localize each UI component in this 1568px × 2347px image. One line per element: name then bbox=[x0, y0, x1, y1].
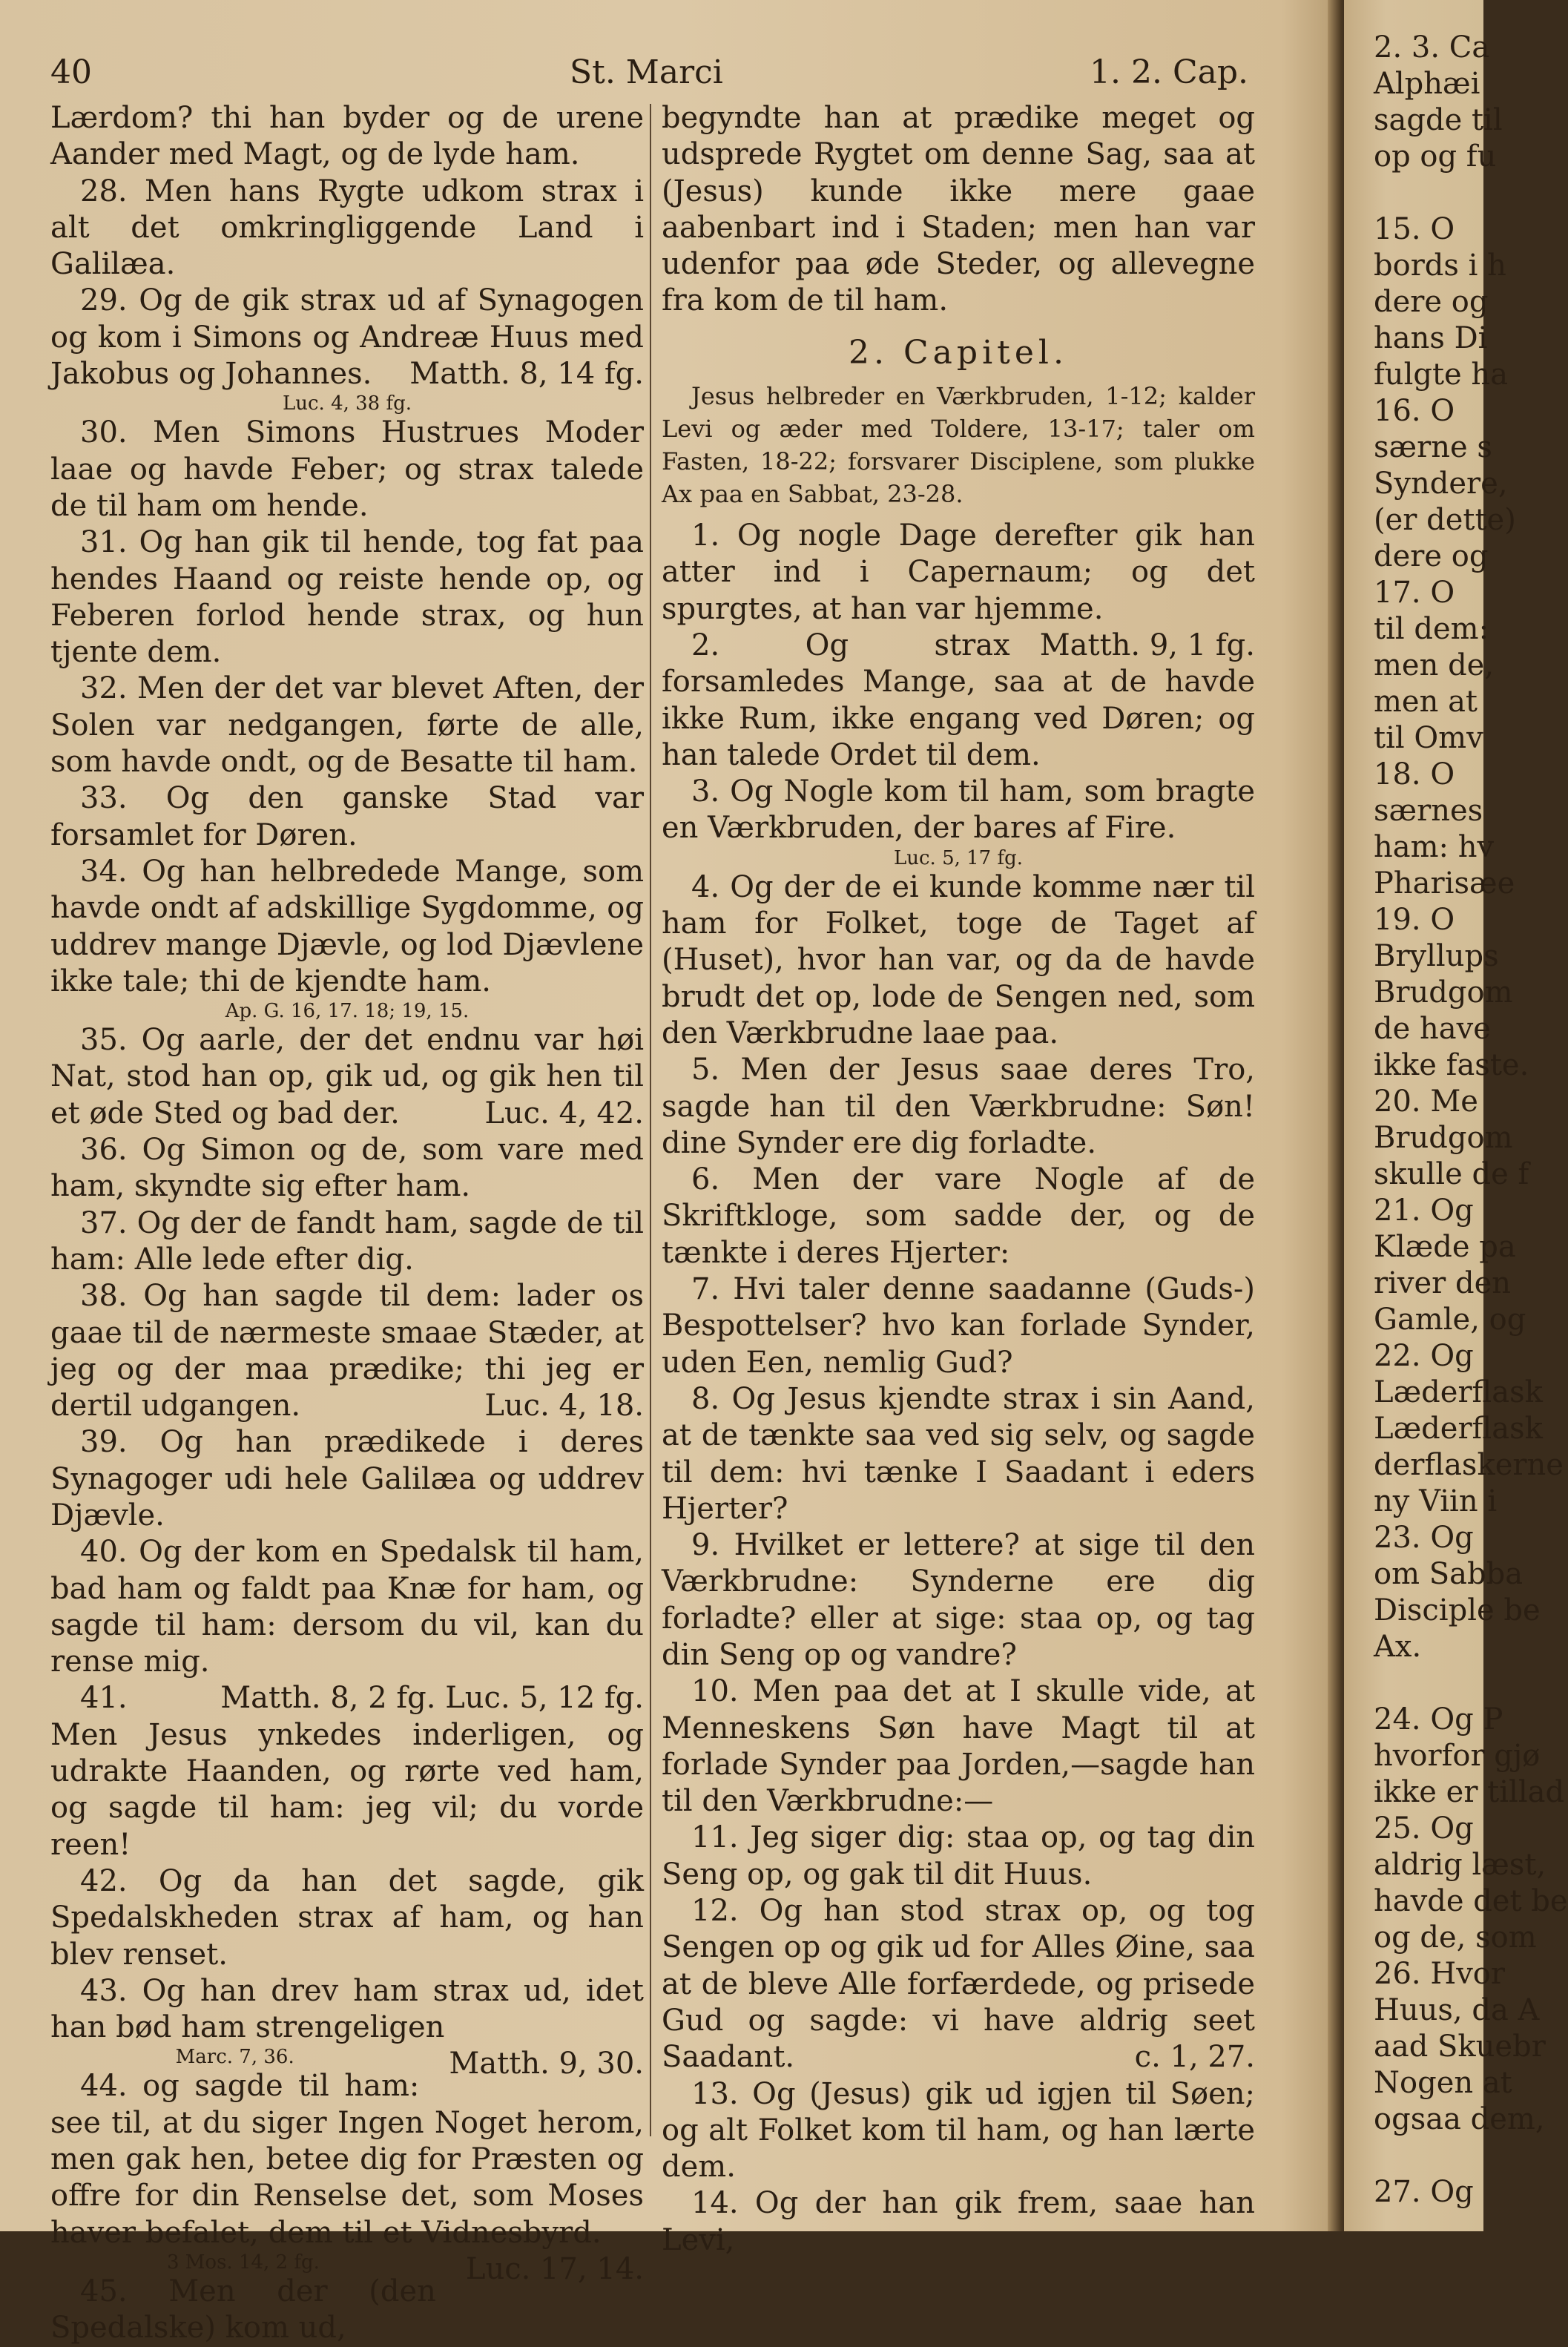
facing-page-line: Læderflask bbox=[1374, 1375, 1543, 1409]
verse-text: 38. Og han sagde til dem: lader os gaae til de nærmeste smaae Stæder, at jeg og der maa prædike; thi jeg er dertil udgangen. bbox=[50, 1279, 644, 1423]
facing-page-line: 18. O bbox=[1374, 757, 1455, 791]
facing-page-line: men de, bbox=[1374, 648, 1495, 682]
facing-page-line: særne s bbox=[1374, 430, 1492, 464]
column-opening: Lærdom? thi han byder og de urene Aander med Magt, og de lyde ham. bbox=[50, 101, 644, 172]
facing-page-line: 20. Me bbox=[1374, 1084, 1478, 1119]
verse-text: 7. Hvi taler denne saadanne (Guds-) Bespottelser? hvo kan forlade Synder, uden Een, nemlig Gud? bbox=[662, 1272, 1255, 1380]
facing-page-line: derflaskerne bbox=[1374, 1448, 1564, 1482]
verse-text: 40. Og der kom en Spedalsk til ham, bad ham og faldt paa Knæ for ham, og sagde til ham: dersom du vil, kan du rense mig. bbox=[50, 1535, 644, 1679]
column-opening: begyndte han at prædike meget og udsprede Rygtet om denne Sag, saa at (Jesus) kunde ikke mere gaae aabenbart ind i Staden; men han var udenfor paa øde Steder, og allevegne fra kom de til ham. bbox=[662, 101, 1255, 318]
facing-page-line: (er dette) bbox=[1374, 503, 1516, 537]
facing-page-line: 23. Og bbox=[1374, 1521, 1474, 1555]
verse bbox=[662, 869, 1255, 1052]
left-text-column bbox=[50, 100, 644, 2347]
facing-page-line: sagde til bbox=[1374, 103, 1503, 137]
verse bbox=[50, 780, 644, 854]
verse-text: 32. Men der det var blevet Aften, der Solen var nedgangen, førte de alle, som havde ondt, og de Besatte til ham. bbox=[50, 671, 644, 780]
verse-text: 33. Og den ganske Stad var forsamlet for Døren. bbox=[50, 781, 644, 852]
verse bbox=[50, 854, 644, 1000]
verse bbox=[662, 1527, 1255, 1673]
verse-text: 37. Og der de fandt ham, sagde de til ham: Alle lede efter dig. bbox=[50, 1205, 644, 1277]
facing-page-line: Nogen at bbox=[1374, 2066, 1512, 2100]
facing-page-line: ham: hv bbox=[1374, 830, 1495, 864]
verse-text: 2. Og strax forsamledes Mange, saa at de havde ikke Rum, ikke engang ved Døren; og han talede Ordet til dem. bbox=[662, 628, 1255, 772]
facing-page-line: 15. O bbox=[1374, 212, 1455, 246]
chapter-summary: Jesus helbreder en Værkbruden, 1-12; kalder Levi og æder med Toldere, 13-17; taler om Fasten, 18-22; forsvarer Disciplene, som plukke Ax paa en Sabbat, 23-28. bbox=[662, 382, 1255, 509]
facing-page-line: river den bbox=[1374, 1266, 1512, 1300]
verse-text: 34. Og han helbredede Mange, som havde ondt af adskillige Sygdomme, og uddrev mange Djævle, og lod Djævlene ikke tale; thi de kjendte ham. bbox=[50, 854, 644, 998]
verse bbox=[50, 1424, 644, 1534]
verse-text: 39. Og han prædikede i deres Synagoger udi hele Galilæa og uddrev Djævle. bbox=[50, 1425, 644, 1533]
verse bbox=[662, 2076, 1255, 2186]
facing-page-line: Brudgom bbox=[1374, 975, 1513, 1010]
facing-page-line: dere og bbox=[1374, 285, 1489, 319]
facing-page-line: bords i h bbox=[1374, 248, 1506, 283]
facing-page-line: 17. O bbox=[1374, 576, 1455, 610]
verse-text: 29. Og de gik strax ud af Synagogen og kom i Simons og Andreæ Huus med Jakobus og Johannes. bbox=[50, 283, 644, 392]
verse bbox=[662, 1271, 1255, 1381]
facing-page-line: Alphæi bbox=[1374, 67, 1480, 101]
verse-text: 44. og sagde til ham: see til, at du siger Ingen Noget herom, men gak hen, betee dig for Præsten og offre for din Renselse det, som Moses haver befalet, dem til et Vidnesbyrd. bbox=[50, 2069, 644, 2250]
verse bbox=[50, 1022, 644, 1132]
facing-page-line: Gamle, og bbox=[1374, 1303, 1526, 1337]
verse bbox=[662, 1162, 1255, 1271]
verse-text: 3. Og Nogle kom til ham, som bragte en Værkbruden, der bares af Fire. bbox=[662, 774, 1255, 846]
verse-text: 30. Men Simons Hustrues Moder laae og havde Feber; og strax talede de til ham om hende. bbox=[50, 415, 644, 523]
verse bbox=[50, 524, 644, 671]
verse-text: 31. Og han gik til hende, tog fat paa hendes Haand og reiste hende op, og Feberen forlod hende strax, og hun tjente dem. bbox=[50, 525, 644, 670]
facing-page-line: 22. Og bbox=[1374, 1339, 1474, 1373]
right-text-column bbox=[662, 100, 1255, 2259]
cross-reference: Matth. 9, 30. bbox=[449, 2047, 644, 2081]
verse-text: 45. Men der (den Spedalske) kom ud, bbox=[50, 2274, 436, 2346]
verse bbox=[662, 1673, 1255, 1820]
verse-text: 41. Men Jesus ynkedes inderligen, og udrakte Haanden, og rørte ved ham, og sagde til ham: jeg vil; du vorde reen! bbox=[50, 1681, 644, 1862]
facing-page-line: særnes bbox=[1374, 794, 1483, 828]
facing-page-line: men at bbox=[1374, 685, 1478, 719]
facing-page-line: ogsaa dem, bbox=[1374, 2102, 1545, 2136]
verse-text: 10. Men paa det at I skulle vide, at Menneskens Søn have Magt til at forlade Synder paa Jorden,—sagde han til den Værkbrudne:— bbox=[662, 1674, 1255, 1819]
facing-page-line: ikke er tillad bbox=[1374, 1775, 1565, 1809]
facing-page-edge bbox=[1344, 0, 1568, 2231]
cross-reference-note: Luc. 4, 38 fg. bbox=[282, 392, 412, 415]
verse bbox=[50, 1863, 644, 1973]
verse-text: 12. Og han stod strax op, og tog Sengen op og gik ud for Alles Øine, saa at de bleve Alle forfærdede, og prisede Gud og sagde: vi have aldrig seet Saadant. bbox=[662, 1894, 1255, 2075]
facing-page-line: 24. Og P bbox=[1374, 1702, 1503, 1737]
facing-page-line: Pharisæe bbox=[1374, 866, 1515, 901]
page-title: St. Marci bbox=[570, 53, 723, 91]
facing-page-line: Brudgom bbox=[1374, 1121, 1513, 1155]
verse-text: 28. Men hans Rygte udkom strax i alt det omkringliggende Land i Galilæa. bbox=[50, 174, 644, 282]
verse bbox=[50, 1205, 644, 1279]
verse-text: 6. Men der vare Nogle af de Skriftkloge, som sadde der, og de tænkte i deres Hjerter: bbox=[662, 1162, 1255, 1270]
facing-page-line: 25. Og bbox=[1374, 1811, 1474, 1846]
verse bbox=[50, 415, 644, 524]
verse bbox=[50, 1132, 644, 1205]
cross-reference-note: 3 Mos. 14, 2 fg. bbox=[166, 2251, 320, 2274]
verse bbox=[662, 1381, 1255, 1527]
column-divider bbox=[650, 104, 651, 2136]
facing-page-line: aad Skuebr bbox=[1374, 2030, 1546, 2064]
cross-reference: Matth. 8, 2 fg. Luc. 5, 12 fg. bbox=[220, 1681, 644, 1716]
running-header bbox=[50, 53, 1248, 98]
facing-page-line: Klæde pa bbox=[1374, 1230, 1516, 1264]
facing-page-line: aldrig læst, bbox=[1374, 1848, 1546, 1882]
verse-text: 35. Og aarle, der det endnu var høi Nat, stod han op, gik ud, og gik hen til et øde Sted og bad der. bbox=[50, 1023, 644, 1130]
facing-page-line: 19. O bbox=[1374, 903, 1455, 937]
facing-page-line: om Sabba bbox=[1374, 1557, 1523, 1591]
verse-text: 11. Jeg siger dig: staa op, og tag din Seng op, og gak til dit Huus. bbox=[662, 1820, 1255, 1892]
chapter-heading: 2. Capitel. bbox=[849, 333, 1068, 372]
facing-page-line: 2. 3. Ca bbox=[1374, 30, 1490, 65]
verse-text: 36. Og Simon og de, som vare med ham, skyndte sig efter ham. bbox=[50, 1133, 644, 1204]
facing-page-line bbox=[1374, 2138, 1507, 2174]
verse-text: 4. Og der de ei kunde komme nær til ham for Folket, toge de Taget af (Huset), hvor han var, og da de havde brudt det op, lode de Sengen ned, som den Værkbrudne laae paa. bbox=[662, 869, 1255, 1050]
facing-page-line: ny Viin i bbox=[1374, 1484, 1498, 1518]
cross-reference: c. 1, 27. bbox=[1134, 2040, 1255, 2075]
facing-page-line: fulgte ha bbox=[1374, 358, 1509, 392]
facing-page-line: Bryllups bbox=[1374, 939, 1499, 973]
verse-text: 9. Hvilket er lettere? at sige til den Værkbrudne: Synderne ere dig forladte? eller at sige: staa op, og tag din Seng op og vandre? bbox=[662, 1528, 1255, 1672]
cross-reference-note: Luc. 5, 17 fg. bbox=[893, 846, 1024, 869]
cross-reference: Matth. 9, 1 fg. bbox=[1039, 628, 1255, 662]
facing-page-line: skulle de f bbox=[1374, 1157, 1529, 1191]
facing-page-line: 16. O bbox=[1374, 394, 1455, 428]
verse bbox=[662, 1893, 1255, 2076]
facing-page-line: 27. Og bbox=[1374, 2175, 1474, 2209]
facing-page-line: havde det be bbox=[1374, 1884, 1568, 1918]
verse bbox=[662, 2185, 1255, 2259]
verse-text: 14. Og der han gik frem, saae han Levi, bbox=[662, 2186, 1255, 2257]
facing-page-line: Syndere, bbox=[1374, 467, 1508, 501]
cross-reference: Luc. 4, 18. bbox=[484, 1389, 644, 1423]
facing-page-line: hans Di bbox=[1374, 321, 1488, 355]
page-number: 40 bbox=[50, 53, 92, 91]
facing-page-line: 21. Og bbox=[1374, 1194, 1474, 1228]
verse bbox=[50, 283, 644, 392]
facing-page-line: hvorfor gjø bbox=[1374, 1739, 1541, 1773]
facing-page-line bbox=[1374, 1665, 1507, 1702]
facing-page-line: op og fu bbox=[1374, 139, 1497, 174]
cross-reference-note: Ap. G. 16, 17. 18; 19, 15. bbox=[225, 1000, 470, 1023]
verse bbox=[662, 1820, 1255, 1893]
facing-page-fragments bbox=[1374, 30, 1568, 2211]
facing-page-line: dere og bbox=[1374, 539, 1489, 573]
cross-reference-note: Marc. 7, 36. bbox=[175, 2046, 294, 2069]
verse-text: 8. Og Jesus kjendte strax i sin Aand, at de tænkte saa ved sig selv, og sagde til dem: hvi tænke I Saadant i eders Hjerter? bbox=[662, 1381, 1255, 1526]
verse bbox=[50, 1278, 644, 1424]
facing-page-line: Disciple be bbox=[1374, 1593, 1541, 1627]
verse bbox=[662, 518, 1255, 662]
facing-page-line: til dem: bbox=[1374, 612, 1489, 646]
facing-page-line: Ax. bbox=[1374, 1630, 1422, 1664]
facing-page-line: og de, som bbox=[1374, 1920, 1537, 1955]
verse bbox=[50, 671, 644, 780]
verse-text: 5. Men der Jesus saae deres Tro, sagde han til den Værkbrudne: Søn! dine Synder ere dig forladte. bbox=[662, 1053, 1255, 1160]
facing-page-line: til Omv bbox=[1374, 721, 1483, 755]
verse-text: 42. Og da han det sagde, gik Spedalskheden strax af ham, og han blev renset. bbox=[50, 1863, 644, 1972]
cross-reference: Matth. 8, 14 fg. bbox=[409, 357, 644, 392]
cross-reference: Luc. 17, 14. bbox=[465, 2251, 644, 2286]
facing-page-line bbox=[1374, 175, 1507, 211]
facing-page-line: Huus, da A bbox=[1374, 1993, 1540, 2027]
verse bbox=[50, 174, 644, 283]
verse bbox=[662, 774, 1255, 847]
verse-text: 13. Og (Jesus) gik ud igjen til Søen; og alt Folket kom til ham, og han lærte dem. bbox=[662, 2076, 1255, 2185]
facing-page-line: Læderflask bbox=[1374, 1412, 1543, 1446]
verse-text: 1. Og nogle Dage derefter gik han atter ind i Capernaum; og det spurgtes, at han var hjemme. bbox=[662, 519, 1255, 626]
cross-reference: Luc. 4, 42. bbox=[484, 1096, 644, 1130]
verse-text: 43. Og han drev ham strax ud, idet han bød ham strengeligen bbox=[50, 1973, 644, 2045]
facing-page-line: de have bbox=[1374, 1012, 1491, 1046]
facing-page-line: 26. Hvor bbox=[1374, 1957, 1506, 1991]
facing-page-line: ikke faste. bbox=[1374, 1048, 1529, 1082]
verse bbox=[50, 1534, 644, 1716]
verse bbox=[662, 1052, 1255, 1162]
chapter-range: 1. 2. Cap. bbox=[1090, 53, 1248, 91]
